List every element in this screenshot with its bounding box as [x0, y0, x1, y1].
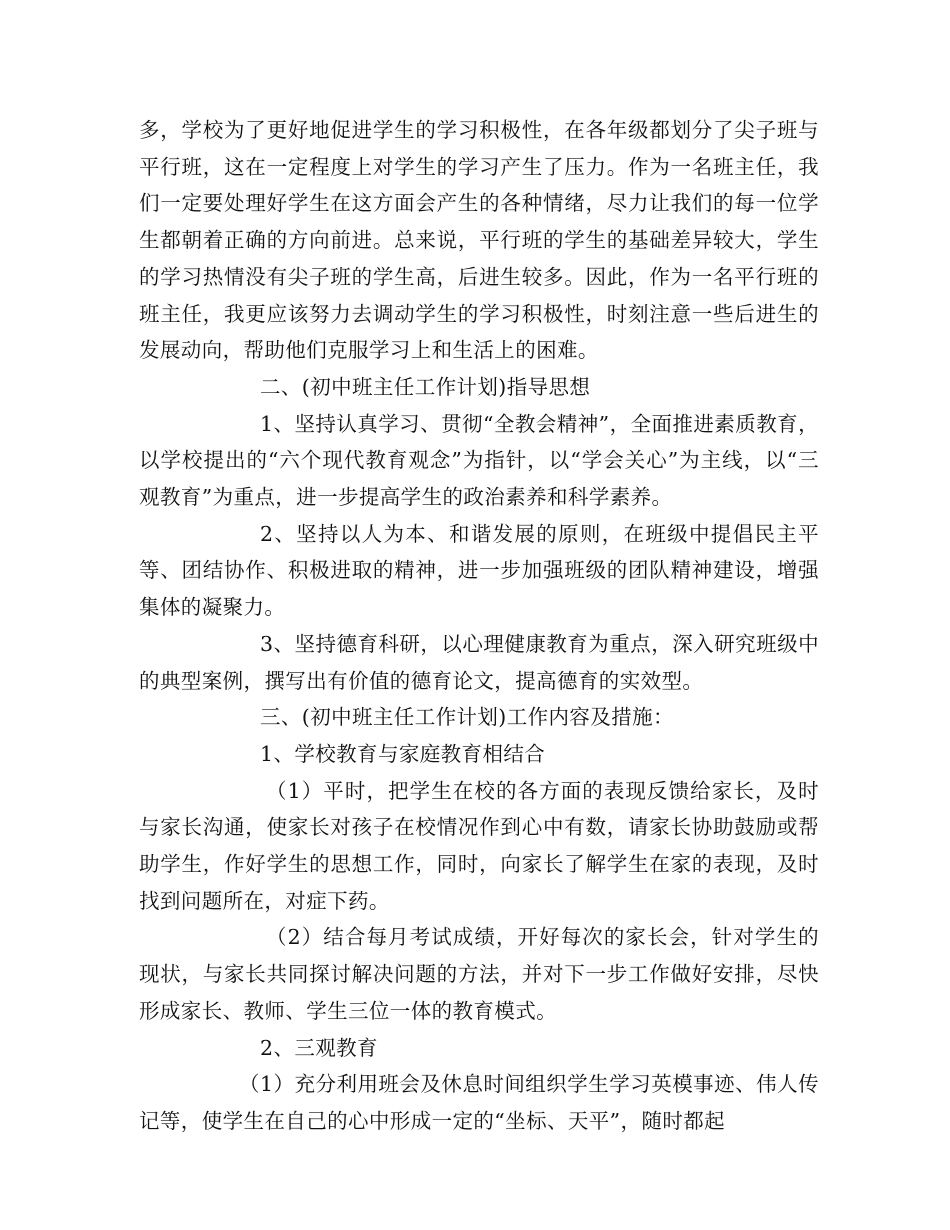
paragraph-intro-continued: 多，学校为了更好地促进学生的学习积极性，在各年级都划分了尖子班与平行班，这在一定程度上对学生的学习产生了压力。作为一名班主任，我们一定要处理好学生在这方面会产生的各种情绪，尽力让我们的每一位学生都朝着正确的方向前进。总来说，平行班的学生的基础差异较大，学生的学习热情没有尖子班的学生高，后进生较多。因此，作为一名平行班的班主任，我更应该努力去调动学生的学习积极性，时刻注意一些后进生的发展动向，帮助他们克服学习上和生活上的困难。 — [139, 118, 819, 363]
paragraph-guiding-point-1: 1、坚持认真学习、贯彻“全教会精神”，全面推进素质教育，以学校提出的“六个现代教育观念”为指针，以“学会关心”为主线，以“三观教育”为重点，进一步提高学生的政治素养和科学素养。 — [139, 411, 819, 510]
heading-guiding-ideology: 二、(初中班主任工作计划)指导思想 — [260, 374, 591, 399]
paragraph-three-views-measure-1: （1）充分利用班会及休息时间组织学生学习英模事迹、伟人传记等，使学生在自己的心中形成一定的“坐标、天平”，随时都起 — [139, 1072, 819, 1133]
paragraph-guiding-point-2: 2、坚持以人为本、和谐发展的原则，在班级中提倡民主平等、团结协作、积极进取的精神，进一步加强班级的团队精神建设，增强集体的凝聚力。 — [139, 521, 819, 620]
paragraph-family-measure-2: （2）结合每月考试成绩，开好每次的家长会，针对学生的现状，与家长共同探讨解决问题的方法，并对下一步工作做好安排，尽快形成家长、教师、学生三位一体的教育模式。 — [139, 925, 819, 1023]
paragraph-guiding-point-3: 3、坚持德育科研，以心理健康教育为重点，深入研究班级中的典型案例，撰写出有价值的德育论文，提高德育的实效型。 — [139, 631, 819, 693]
document-body — [139, 112, 819, 1140]
heading-three-views-education: 2、三观教育 — [260, 1035, 378, 1060]
heading-work-content: 三、(初中班主任工作计划)工作内容及措施： — [260, 705, 674, 730]
paragraph-family-measure-1: （1）平时，把学生在校的各方面的表现反馈给家长，及时与家长沟通，使家长对孩子在校情况作到心中有数，请家长协助鼓励或帮助学生，作好学生的思想工作，同时，向家长了解学生在家的表现，及时找到问题所在，对症下药。 — [139, 778, 819, 913]
heading-school-family-education: 1、学校教育与家庭教育相结合 — [260, 741, 546, 766]
